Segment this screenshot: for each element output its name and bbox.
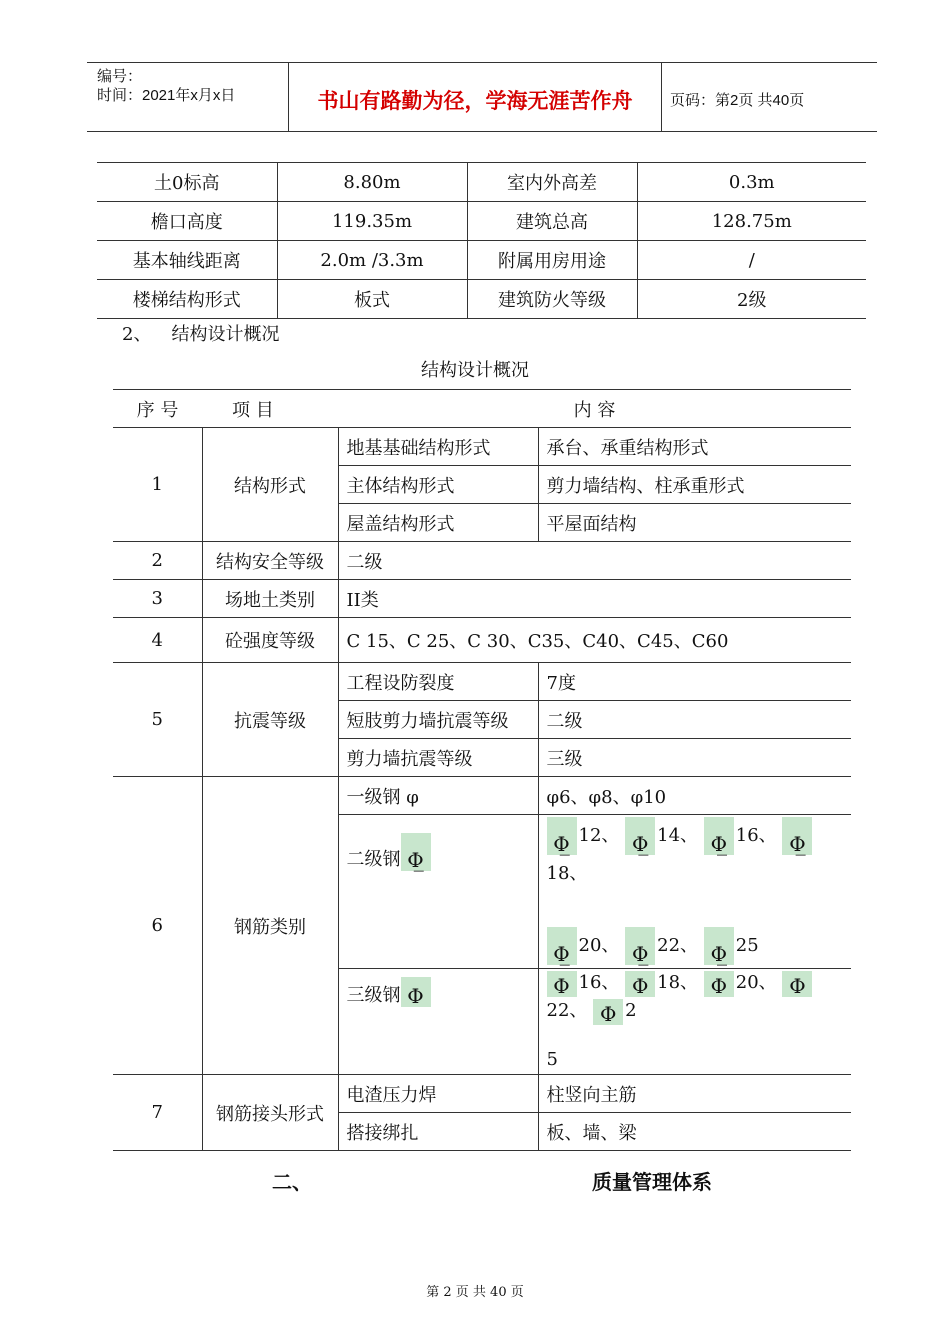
- number-label: 编号：: [97, 68, 143, 85]
- rebar-grade3-icon: Φ: [593, 999, 623, 1025]
- sub-value: [538, 815, 851, 969]
- rebar-grade3-icon: Φ: [547, 971, 577, 997]
- rebar-grade3-icon: Φ: [704, 971, 734, 997]
- structure-design-table: [113, 389, 851, 1151]
- grade3-sizes-line1: [547, 969, 844, 1025]
- table-row: [113, 1075, 851, 1113]
- header-seq: 序 号: [113, 390, 202, 428]
- table-cell: 建筑防火等级: [467, 280, 637, 319]
- sub-value: [538, 969, 851, 1075]
- row-item: 钢筋类别: [202, 777, 338, 1075]
- sub-value: 三级: [538, 739, 851, 777]
- sub-value: φ6、φ8、φ10: [538, 777, 851, 815]
- table-cell: 8.80m: [277, 163, 467, 202]
- section-number: 2、: [122, 324, 152, 345]
- row-value: C 15、C 25、C 30、C35、C40、C45、C60: [338, 618, 851, 663]
- header-item: 项 目: [202, 390, 338, 428]
- table-cell: 土0标高: [97, 163, 277, 202]
- rebar-grade2-icon: Φ̲: [704, 817, 734, 855]
- rebar-grade2-icon: Φ̲: [704, 927, 734, 965]
- sub-label: 地基基础结构形式: [338, 428, 538, 466]
- grade3-label: 三级钢: [346, 985, 401, 1006]
- table-row: [97, 241, 866, 280]
- row-item: 抗震等级: [202, 663, 338, 777]
- rebar-size: 14、: [657, 825, 699, 846]
- row-seq: 1: [113, 428, 202, 542]
- table-cell: 室内外高差: [467, 163, 637, 202]
- row-seq: 2: [113, 542, 202, 580]
- sub-label: [338, 815, 538, 969]
- row-item: 场地土类别: [202, 580, 338, 618]
- building-overview-table: [97, 162, 866, 319]
- row-item: 结构安全等级: [202, 542, 338, 580]
- grade3-size-tail: 5: [546, 1049, 558, 1070]
- table-header-row: [113, 390, 851, 428]
- rebar-size: 22、: [657, 935, 699, 956]
- table-row: [97, 163, 866, 202]
- page-footer: 第 2 页 共 40 页: [426, 1285, 524, 1300]
- row-item: 钢筋接头形式: [202, 1075, 338, 1151]
- rebar-size: 12、: [578, 825, 620, 846]
- sub-label: 剪力墙抗震等级: [338, 739, 538, 777]
- table-row: [113, 618, 851, 663]
- row-item: 结构形式: [202, 428, 338, 542]
- row-seq: 7: [113, 1075, 202, 1151]
- table-row: [113, 542, 851, 580]
- sub-value: 7度: [538, 663, 851, 701]
- table-cell: 楼梯结构形式: [97, 280, 277, 319]
- row-value: II类: [338, 580, 851, 618]
- grade2-sizes-line2: [547, 927, 844, 965]
- heading2-number: 二、: [272, 1170, 312, 1194]
- grade2-label: 二级钢: [346, 849, 401, 870]
- table-cell: 128.75m: [637, 202, 866, 241]
- table-row: [113, 663, 851, 701]
- table-cell: 2.0m /3.3m: [277, 241, 467, 280]
- rebar-grade3-icon: Φ: [625, 971, 655, 997]
- rebar-grade2-icon: Φ̲: [401, 833, 431, 871]
- sub-label: 搭接绑扎: [338, 1113, 538, 1151]
- row-seq: 3: [113, 580, 202, 618]
- table-cell: 119.35m: [277, 202, 467, 241]
- header-meta: [97, 67, 235, 105]
- rebar-grade2-icon: Φ̲: [547, 927, 577, 965]
- section-heading: [122, 320, 279, 346]
- heading2-title: 质量管理体系: [592, 1170, 712, 1194]
- rebar-grade2-icon: Φ̲: [782, 817, 812, 855]
- row-item: 砼强度等级: [202, 618, 338, 663]
- rebar-size: 20、: [578, 935, 620, 956]
- sub-label: 主体结构形式: [338, 466, 538, 504]
- table-caption: 结构设计概况: [421, 360, 529, 381]
- table-row: [113, 580, 851, 618]
- sub-value: 剪力墙结构、柱承重形式: [538, 466, 851, 504]
- table-cell: 檐口高度: [97, 202, 277, 241]
- table-row: [113, 428, 851, 466]
- table-cell: 0.3m: [637, 163, 866, 202]
- rebar-size: 16、: [735, 825, 777, 846]
- rebar-size: 25: [735, 935, 759, 956]
- sub-label: 短肢剪力墙抗震等级: [338, 701, 538, 739]
- sub-value: 平屋面结构: [538, 504, 851, 542]
- sub-label: [338, 969, 538, 1075]
- sub-value: 承台、承重结构形式: [538, 428, 851, 466]
- rebar-size: 20、: [735, 972, 777, 993]
- table-cell: 板式: [277, 280, 467, 319]
- rebar-size: 18、: [546, 863, 588, 884]
- rebar-grade2-icon: Φ̲: [625, 927, 655, 965]
- table-cell: 基本轴线距离: [97, 241, 277, 280]
- sub-value: 板、墙、梁: [538, 1113, 851, 1151]
- grade2-sizes-line1: [547, 817, 844, 893]
- sub-value: 二级: [538, 701, 851, 739]
- sub-value: 柱竖向主筋: [538, 1075, 851, 1113]
- rebar-grade3-icon: Φ: [782, 971, 812, 997]
- header-page-number: 页码：第2页 共40页: [670, 92, 805, 109]
- header-content: 内 容: [338, 390, 851, 428]
- row-seq: 4: [113, 618, 202, 663]
- header-divider: [661, 63, 662, 131]
- rebar-size: 18、: [657, 972, 699, 993]
- sub-label: 屋盖结构形式: [338, 504, 538, 542]
- section-title: 结构设计概况: [171, 324, 280, 345]
- rebar-grade2-icon: Φ̲: [547, 817, 577, 855]
- table-cell: 附属用房用途: [467, 241, 637, 280]
- table-cell: 建筑总高: [467, 202, 637, 241]
- date-label: 时间：2021年x月x日: [97, 87, 236, 104]
- table-row: [97, 202, 866, 241]
- rebar-size: 2: [625, 1000, 637, 1021]
- table-cell: 2级: [637, 280, 866, 319]
- page-header: [87, 62, 877, 132]
- row-value: 二级: [338, 542, 851, 580]
- table-row: [97, 280, 866, 319]
- rebar-grade2-icon: Φ̲: [625, 817, 655, 855]
- rebar-size: 22、: [546, 1000, 588, 1021]
- sub-label: 电渣压力焊: [338, 1075, 538, 1113]
- table-cell: /: [637, 241, 866, 280]
- sub-label: 一级钢 φ: [338, 777, 538, 815]
- table-row: [113, 777, 851, 815]
- header-motto: 书山有路勤为径，学海无涯苦作舟: [317, 89, 633, 113]
- rebar-size: 16、: [578, 972, 620, 993]
- row-seq: 5: [113, 663, 202, 777]
- row-seq: 6: [113, 777, 202, 1075]
- rebar-grade3-icon: Φ: [401, 977, 431, 1007]
- sub-label: 工程设防裂度: [338, 663, 538, 701]
